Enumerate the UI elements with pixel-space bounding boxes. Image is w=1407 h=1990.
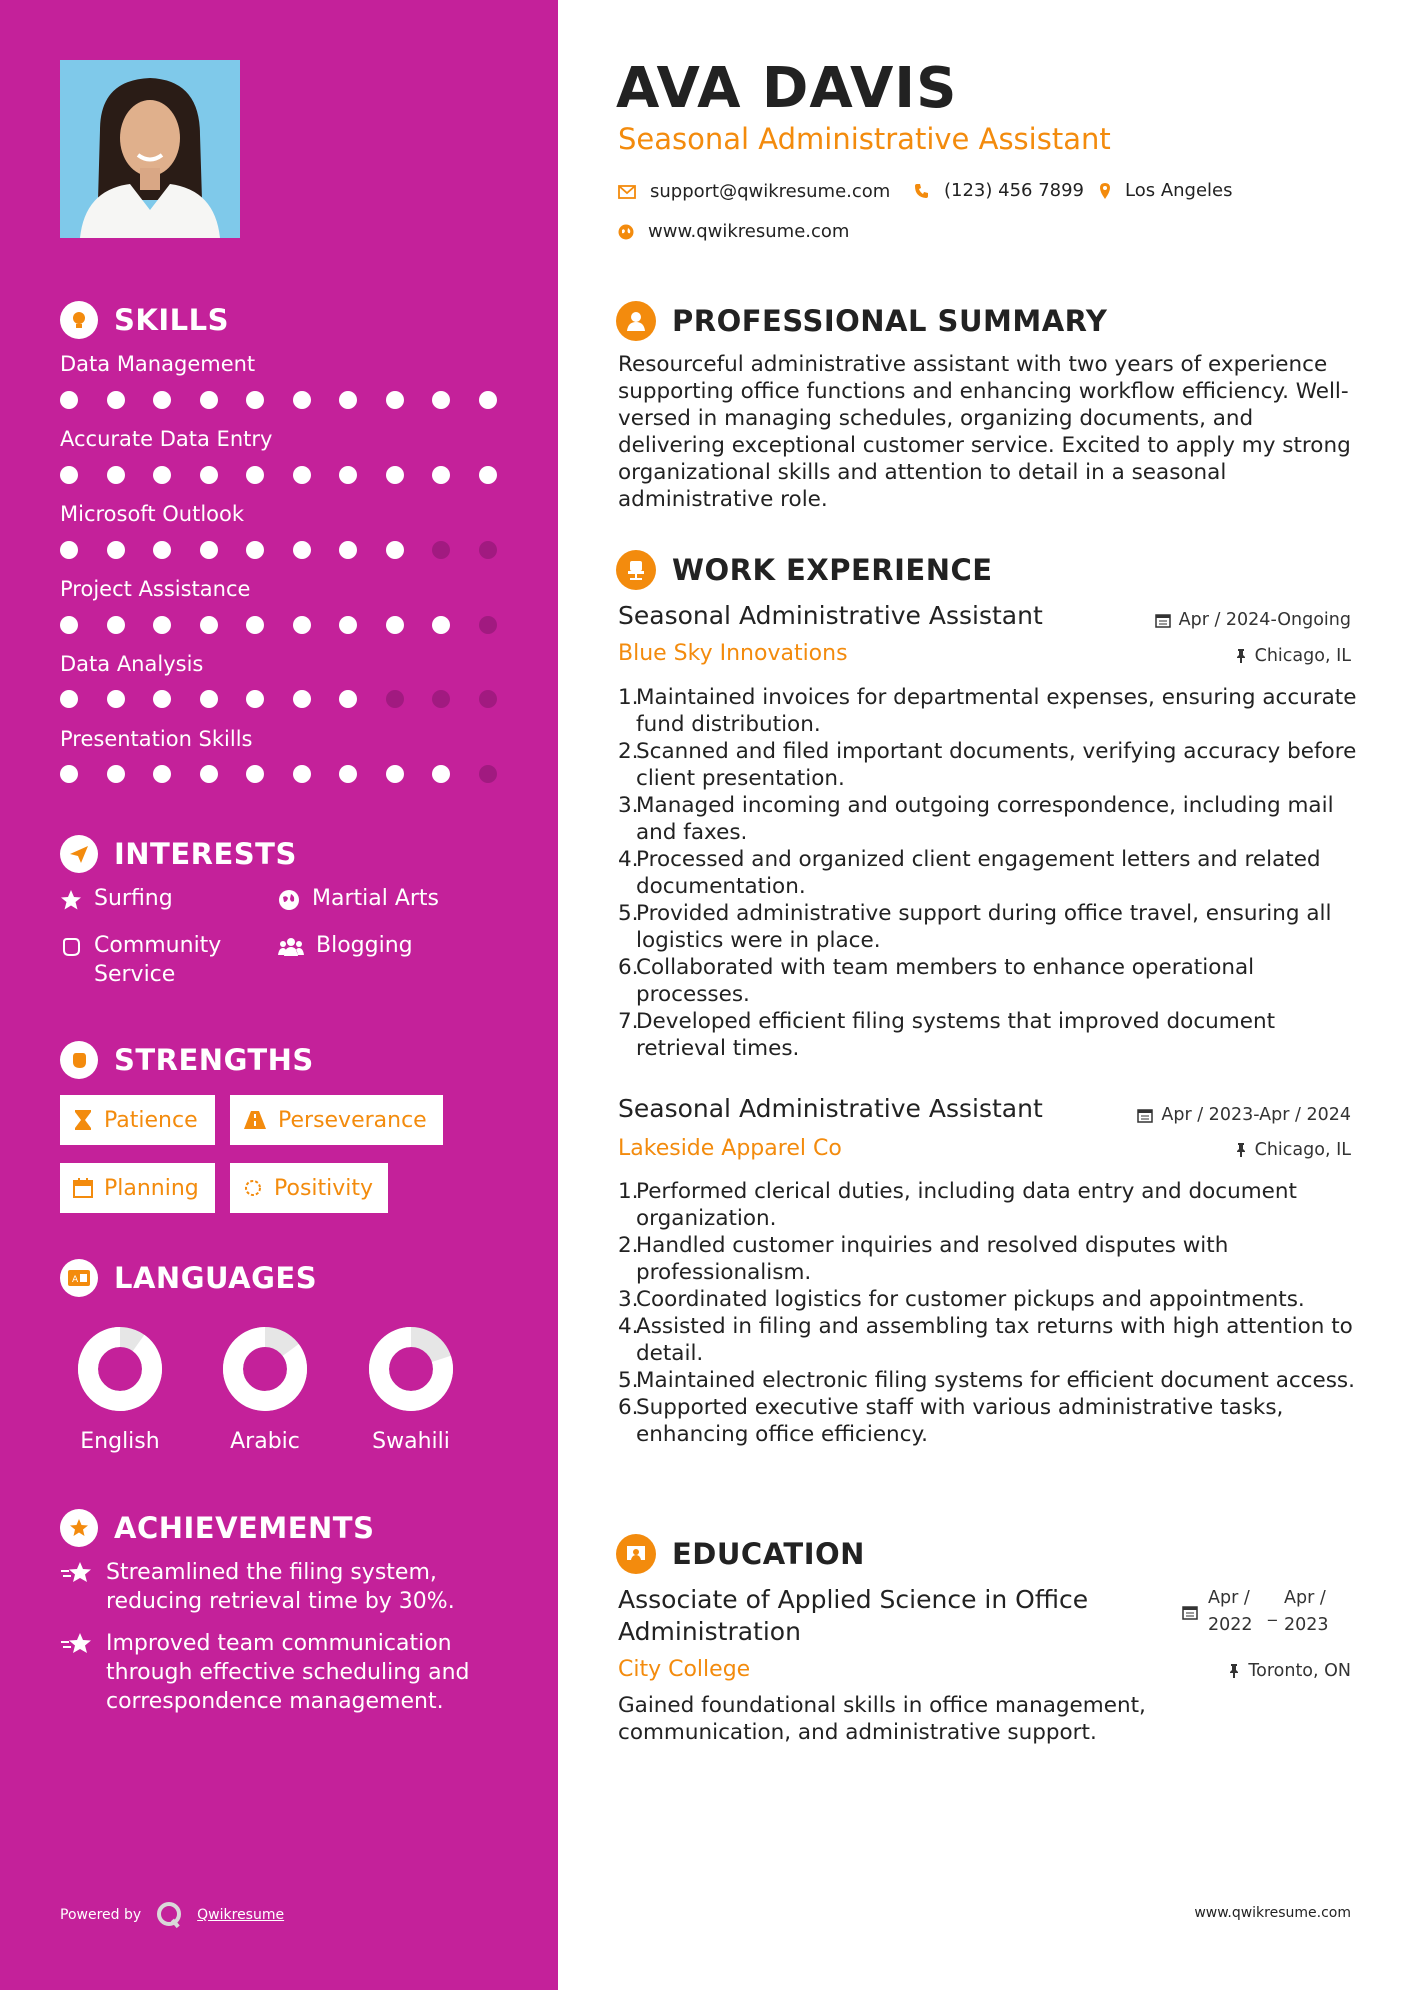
- skill-dot: [386, 765, 404, 783]
- job-title: Seasonal Administrative Assistant: [618, 601, 1043, 630]
- skill-dot: [386, 466, 404, 484]
- skill-dot: [339, 765, 357, 783]
- pushpin-icon: [1235, 648, 1247, 664]
- job-date-text: Apr / 2023-Apr / 2024: [1161, 1105, 1351, 1125]
- skill-dot: [153, 616, 171, 634]
- skill-dot: [339, 690, 357, 708]
- job-bullets: [618, 684, 1363, 1062]
- skill-dot: [479, 391, 497, 409]
- location-text: Los Angeles: [1125, 180, 1233, 201]
- language-item: [195, 1325, 335, 1454]
- language-name: English: [80, 1429, 160, 1454]
- skill-dot: [293, 541, 311, 559]
- powered-by: [60, 1900, 284, 1930]
- skill-dot: [479, 690, 497, 708]
- job-title: Seasonal Administrative Assistant: [618, 1094, 1043, 1123]
- school-name: City College: [618, 1657, 751, 1682]
- language-ring: [221, 1325, 309, 1413]
- languages-header: [60, 1259, 317, 1297]
- skill-dot: [246, 391, 264, 409]
- interest-label: Surfing: [94, 886, 173, 911]
- experience-header: [616, 550, 993, 590]
- main-content: [558, 0, 1407, 1990]
- education-title: EDUCATION: [672, 1537, 865, 1571]
- strength-chip: [60, 1163, 215, 1213]
- contact-email[interactable]: [618, 181, 890, 202]
- sidebar: [0, 0, 558, 1990]
- language-ring: [367, 1325, 455, 1413]
- skill-dot: [200, 391, 218, 409]
- job-bullet: 5. Provided administrative support during office travel, ensuring all logistics were in place.: [618, 901, 1332, 953]
- skill-rating: [60, 765, 525, 783]
- skill-dot: [60, 391, 78, 409]
- interest-item: [60, 931, 280, 989]
- language-icon: [60, 1259, 98, 1297]
- shooting-star-icon: [60, 1631, 94, 1657]
- summary-header: [616, 301, 1107, 341]
- skill-dot: [200, 765, 218, 783]
- brand-link[interactable]: Qwikresume: [197, 1907, 285, 1923]
- calendar-icon: [72, 1177, 94, 1199]
- envelope-icon: [618, 185, 636, 199]
- job-location: [1235, 1140, 1351, 1160]
- education-end: Apr / 2023: [1284, 1588, 1329, 1635]
- sun-icon: [242, 1177, 264, 1199]
- strength-label: Patience: [104, 1107, 198, 1133]
- skill-dot: [60, 616, 78, 634]
- skill-dot: [153, 765, 171, 783]
- job-bullet: 2. Scanned and filed important documents, verifying accuracy before client presentation.: [618, 739, 1357, 791]
- skill-dot: [432, 765, 450, 783]
- profile-photo: [60, 60, 240, 238]
- contact-phone[interactable]: [914, 180, 1084, 201]
- job-bullet: 6. Collaborated with team members to enhance operational processes.: [618, 955, 1255, 1007]
- job-date-text: Apr / 2024-Ongoing: [1178, 610, 1351, 630]
- job-bullet: 7. Developed efficient filing systems that improved document retrieval times.: [618, 1009, 1275, 1061]
- skill-dot: [479, 541, 497, 559]
- languages-title: LANGUAGES: [114, 1261, 318, 1295]
- summary-text: Resourceful administrative assistant with two years of experience supporting office functions and enhancing workflow efficiency. Well-versed in managing schedules, organizing documents, and delivering exceptional customer service. Excited to apply my strong organizational skills and attention to detail in a seasonal administrative role.: [618, 352, 1351, 512]
- website-text: www.qwikresume.com: [648, 221, 850, 242]
- skill-dot: [432, 391, 450, 409]
- email-text: support@qwikresume.com: [650, 181, 891, 202]
- interests-header: [60, 835, 297, 873]
- calendar-icon: [1137, 1107, 1153, 1123]
- graduate-icon: [616, 1534, 656, 1574]
- achievement-item: [60, 1558, 490, 1616]
- skill-dot: [339, 541, 357, 559]
- interest-label: Community Service: [94, 933, 222, 987]
- contact-website[interactable]: [618, 221, 849, 242]
- svg-text:A: A: [72, 1275, 79, 1285]
- skills-header: [60, 301, 229, 339]
- job-location: [1235, 646, 1351, 666]
- strengths-title: STRENGTHS: [114, 1043, 314, 1077]
- degree-title: Associate of Applied Science in Office Administration: [618, 1585, 1089, 1646]
- achievements-header: [60, 1509, 374, 1547]
- language-name: Swahili: [372, 1429, 450, 1454]
- shooting-star-icon: [60, 1560, 94, 1586]
- skill-name: Microsoft Outlook: [60, 502, 245, 526]
- skill-dot: [386, 541, 404, 559]
- skill-dot: [200, 690, 218, 708]
- skill-rating: [60, 466, 525, 484]
- lightbulb-icon: [60, 301, 98, 339]
- calendar-icon: [1155, 612, 1171, 628]
- job-location-text: Chicago, IL: [1254, 646, 1351, 666]
- road-icon: [242, 1109, 268, 1131]
- interests-title: INTERESTS: [114, 837, 297, 871]
- skill-dot: [246, 765, 264, 783]
- skill-dot: [107, 616, 125, 634]
- skill-rating: [60, 616, 525, 634]
- skill-dot: [432, 690, 450, 708]
- strength-label: Planning: [104, 1175, 199, 1201]
- skill-dot: [200, 466, 218, 484]
- strength-chip: [230, 1095, 443, 1145]
- skill-dot: [107, 391, 125, 409]
- skill-dot: [153, 391, 171, 409]
- skill-dot: [386, 391, 404, 409]
- phone-text: (123) 456 7899: [944, 180, 1085, 201]
- interest-item: [60, 884, 173, 913]
- skill-dot: [246, 466, 264, 484]
- education-dates: Apr / 2022 _ Apr / 2023: [1182, 1585, 1334, 1639]
- interest-item: [278, 931, 413, 960]
- skill-dot: [153, 690, 171, 708]
- skill-dot: [60, 541, 78, 559]
- skill-dot: [107, 690, 125, 708]
- job-bullet: 3. Managed incoming and outgoing correspondence, including mail and faxes.: [618, 793, 1334, 845]
- education-start: Apr / 2022: [1208, 1588, 1253, 1635]
- hourglass-icon: [72, 1108, 94, 1132]
- skill-dot: [107, 765, 125, 783]
- map-pin-icon: [1099, 182, 1111, 200]
- skill-name: Data Management: [60, 352, 256, 376]
- footer-website[interactable]: www.qwikresume.com: [1194, 1905, 1351, 1921]
- skill-dot: [293, 616, 311, 634]
- skill-dot: [339, 466, 357, 484]
- language-ring: [76, 1325, 164, 1413]
- skill-dot: [339, 391, 357, 409]
- language-name: Arabic: [230, 1429, 300, 1454]
- job-bullet: 3. Coordinated logistics for customer pickups and appointments.: [618, 1287, 1305, 1312]
- skill-dot: [200, 616, 218, 634]
- school-location: [1228, 1661, 1351, 1681]
- hand-icon: [60, 936, 82, 958]
- interest-label: Martial Arts: [312, 886, 440, 911]
- skill-dot: [293, 466, 311, 484]
- strength-label: Positivity: [274, 1175, 374, 1201]
- strength-chip: [60, 1095, 215, 1145]
- achievements-title: ACHIEVEMENTS: [114, 1511, 375, 1545]
- skill-dot: [479, 466, 497, 484]
- language-item: [50, 1325, 190, 1454]
- strength-label: Perseverance: [278, 1107, 427, 1133]
- paper-plane-icon: [60, 835, 98, 873]
- skill-name: Accurate Data Entry: [60, 427, 273, 451]
- candidate-name: AVA DAVIS: [616, 56, 958, 121]
- skill-dot: [60, 466, 78, 484]
- strength-chip: [230, 1163, 388, 1213]
- skill-dot: [107, 541, 125, 559]
- skill-name: Presentation Skills: [60, 727, 253, 751]
- job-location-text: Chicago, IL: [1254, 1140, 1351, 1160]
- skill-dot: [479, 765, 497, 783]
- interest-item: [278, 884, 439, 913]
- trophy-star-icon: [60, 1509, 98, 1547]
- skill-dot: [479, 616, 497, 634]
- skill-dot: [386, 616, 404, 634]
- language-item: [341, 1325, 481, 1454]
- skill-dot: [293, 391, 311, 409]
- skill-name: Data Analysis: [60, 652, 204, 676]
- skill-dot: [246, 616, 264, 634]
- powered-by-label: Powered by: [60, 1907, 142, 1923]
- qwikresume-logo-icon: [155, 1900, 185, 1930]
- skill-dot: [432, 541, 450, 559]
- job-bullet: 6. Supported executive staff with various administrative tasks, enhancing office efficiency.: [618, 1395, 1284, 1447]
- skill-dot: [246, 541, 264, 559]
- skill-dot: [60, 690, 78, 708]
- job-bullet: 2. Handled customer inquiries and resolved disputes with professionalism.: [618, 1233, 1229, 1285]
- skill-dot: [60, 765, 78, 783]
- skill-dot: [293, 690, 311, 708]
- skill-dot: [386, 690, 404, 708]
- skill-dot: [153, 466, 171, 484]
- skill-dot: [153, 541, 171, 559]
- pushpin-icon: [1228, 1663, 1240, 1679]
- skill-rating: [60, 690, 525, 708]
- job-bullet: 1. Performed clerical duties, including data entry and document organization.: [618, 1179, 1297, 1231]
- star-icon: [60, 889, 82, 911]
- job-bullet: 1. Maintained invoices for departmental expenses, ensuring accurate fund distribution.: [618, 685, 1357, 737]
- company-name: Lakeside Apparel Co: [618, 1136, 842, 1161]
- globe-icon: [278, 889, 300, 911]
- skill-dot: [246, 690, 264, 708]
- education-header: [616, 1534, 865, 1574]
- pushpin-icon: [1235, 1142, 1247, 1158]
- job-bullet: 4. Processed and organized client engagement letters and related documentation.: [618, 847, 1321, 899]
- skill-dot: [432, 466, 450, 484]
- skill-rating: [60, 541, 525, 559]
- skill-dot: [293, 765, 311, 783]
- calendar-icon: [1182, 1604, 1198, 1620]
- user-icon: [616, 301, 656, 341]
- achievement-text: Improved team communication through effective scheduling and correspondence management.: [106, 1631, 470, 1714]
- briefcase-chair-icon: [616, 550, 656, 590]
- summary-title: PROFESSIONAL SUMMARY: [672, 304, 1108, 338]
- skill-dot: [432, 616, 450, 634]
- interest-label: Blogging: [316, 933, 413, 958]
- job-date: [1137, 1105, 1351, 1125]
- skills-title: SKILLS: [114, 303, 229, 337]
- skill-name: Project Assistance: [60, 577, 251, 601]
- job-date: [1155, 610, 1351, 630]
- phone-icon: [914, 183, 930, 199]
- skill-dot: [200, 541, 218, 559]
- globe-icon: [618, 224, 634, 240]
- skill-rating: [60, 391, 525, 409]
- school-location-text: Toronto, ON: [1248, 1661, 1351, 1681]
- company-name: Blue Sky Innovations: [618, 641, 848, 666]
- achievement-text: Streamlined the filing system, reducing retrieval time by 30%.: [106, 1560, 455, 1614]
- achievement-item: [60, 1629, 490, 1716]
- experience-title: WORK EXPERIENCE: [672, 553, 993, 587]
- fist-icon: [60, 1041, 98, 1079]
- job-bullet: 4. Assisted in filing and assembling tax returns with high attention to detail.: [618, 1314, 1353, 1366]
- language-ring-fill: [88, 1337, 152, 1401]
- education-description: Gained foundational skills in office management, communication, and administrative support.: [618, 1693, 1146, 1745]
- candidate-role: Seasonal Administrative Assistant: [618, 122, 1111, 156]
- users-icon: [278, 936, 304, 958]
- strengths-header: [60, 1041, 314, 1079]
- job-bullets: [618, 1178, 1363, 1448]
- skill-dot: [339, 616, 357, 634]
- job-bullet: 5. Maintained electronic filing systems for efficient document access.: [618, 1368, 1355, 1393]
- skill-dot: [107, 466, 125, 484]
- contact-location: [1099, 180, 1233, 201]
